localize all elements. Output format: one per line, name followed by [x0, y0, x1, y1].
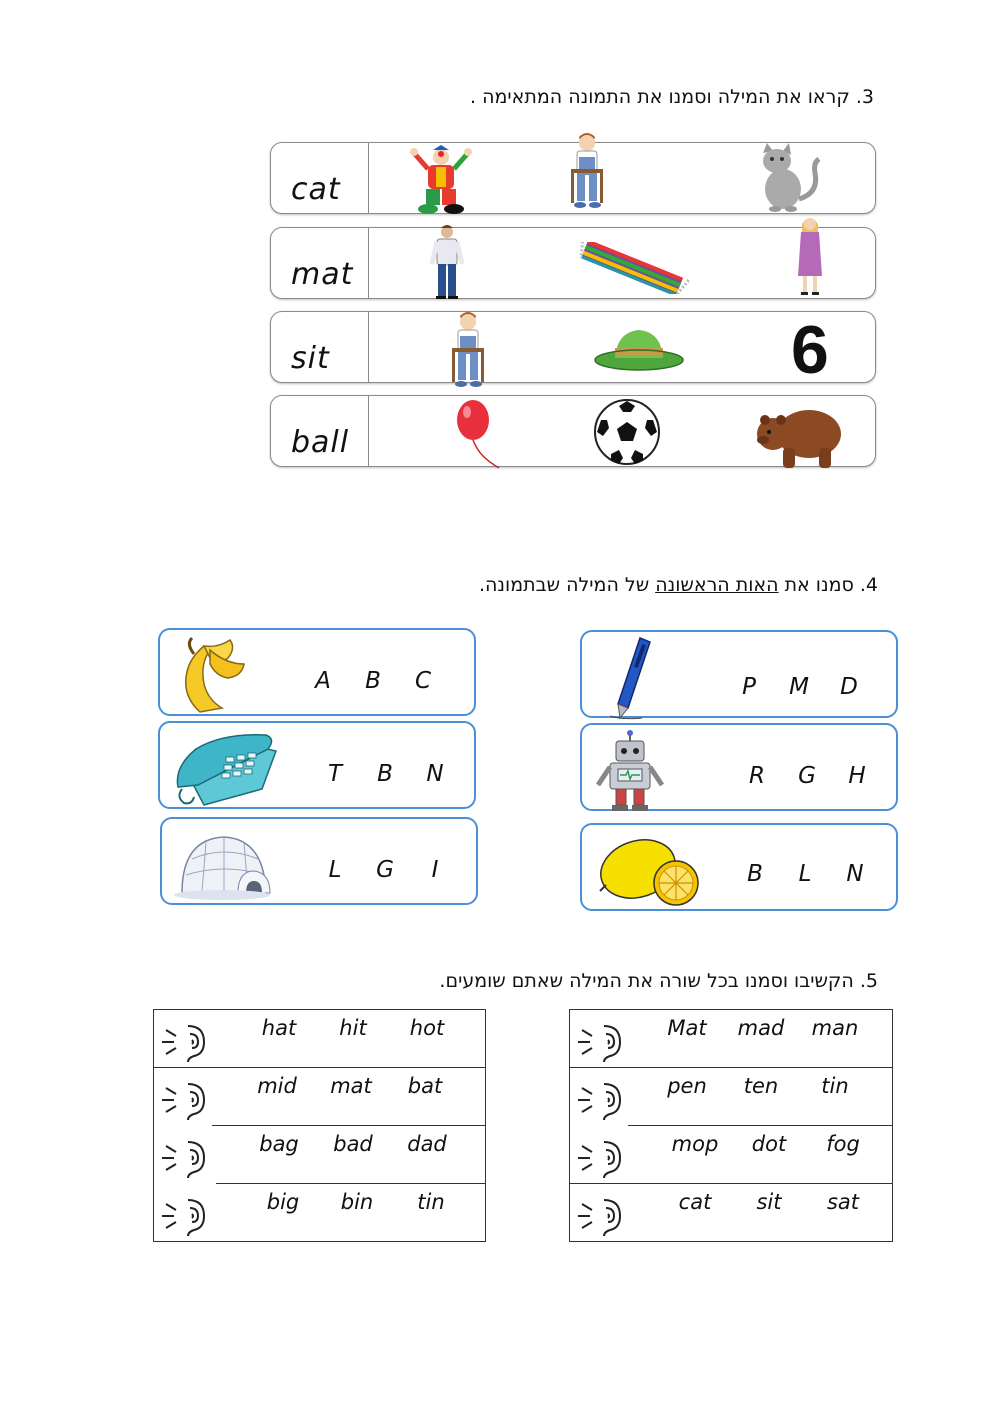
table-row: [154, 1184, 485, 1242]
ear-icon: [158, 1078, 208, 1122]
q5-words: [658, 1132, 880, 1156]
pen-icon: [602, 636, 692, 714]
q5-words: [240, 1074, 462, 1098]
letter-option[interactable]: B: [747, 861, 763, 887]
q5-heading: 5. הקשיבו וסמנו בכל שורה את המילה שאתם שומעים.: [439, 970, 878, 992]
q4-letters: [298, 668, 448, 694]
word-option[interactable]: fog: [826, 1132, 860, 1156]
q4-heading-prefix: 4. סמנו את: [778, 574, 878, 596]
lemon-icon: [592, 829, 702, 907]
ear-icon: [158, 1020, 208, 1064]
clown-icon[interactable]: [406, 145, 476, 215]
word-option[interactable]: big: [266, 1190, 300, 1214]
letter-option[interactable]: P: [742, 674, 756, 700]
word-option[interactable]: Mat: [667, 1016, 707, 1040]
word-option[interactable]: bag: [259, 1132, 299, 1156]
table-row: [570, 1126, 892, 1184]
letter-option[interactable]: N: [846, 861, 864, 887]
q4-card-robot: [580, 723, 898, 811]
igloo-icon: [172, 823, 272, 901]
q4-card-pen: [580, 630, 898, 718]
q5-words: [242, 1016, 464, 1040]
q4-heading-underlined: האות הראשונה: [655, 574, 779, 596]
q3-word-cell: [271, 396, 369, 466]
q3-word-cell: [271, 312, 369, 382]
ear-icon: [574, 1020, 624, 1064]
robot-icon: [592, 729, 682, 807]
q3-row-cat: [270, 142, 876, 214]
q4-letters: [724, 674, 874, 700]
q4-card-banana: [158, 628, 476, 716]
q3-word-cell: [271, 228, 369, 298]
q3-heading: 3. קראו את המילה וסמנו את התמונה המתאימה .: [470, 86, 874, 108]
letter-option[interactable]: I: [431, 857, 439, 883]
q3-word: mat: [291, 257, 354, 292]
q3-word: cat: [291, 172, 341, 207]
q4-letters: [310, 857, 460, 883]
letter-option[interactable]: G: [798, 763, 816, 789]
number-six[interactable]: 6: [791, 312, 829, 388]
word-option[interactable]: sat: [826, 1190, 860, 1214]
q4-letters: [730, 861, 880, 887]
letter-option[interactable]: D: [840, 674, 858, 700]
q3-word-cell: [271, 143, 369, 213]
telephone-icon: [170, 727, 280, 805]
word-option[interactable]: bat: [407, 1074, 443, 1098]
q3-row-mat: [270, 227, 876, 299]
q4-letters: [732, 763, 882, 789]
q5-left-table: [153, 1009, 486, 1242]
letter-option[interactable]: T: [327, 761, 343, 787]
ear-icon: [574, 1136, 624, 1180]
q4-card-telephone: [158, 721, 476, 809]
ear-icon: [158, 1194, 208, 1238]
table-row: [570, 1184, 892, 1242]
word-option[interactable]: bin: [340, 1190, 374, 1214]
word-option[interactable]: mop: [671, 1132, 719, 1156]
letter-option[interactable]: L: [328, 857, 342, 883]
word-option[interactable]: cat: [678, 1190, 712, 1214]
letter-option[interactable]: L: [798, 861, 812, 887]
hat-icon[interactable]: [593, 324, 685, 374]
letter-option[interactable]: H: [848, 763, 866, 789]
banana-icon: [170, 634, 260, 712]
ear-icon: [574, 1194, 624, 1238]
q4-letters: [310, 761, 460, 787]
letter-option[interactable]: N: [426, 761, 444, 787]
q5-words: [650, 1016, 872, 1040]
table-row: [154, 1010, 485, 1068]
word-option[interactable]: bad: [333, 1132, 373, 1156]
q3-row-ball: [270, 395, 876, 467]
soccer-ball-icon[interactable]: [593, 398, 661, 466]
woman-icon[interactable]: [795, 214, 825, 298]
letter-option[interactable]: G: [376, 857, 394, 883]
letter-option[interactable]: A: [315, 668, 331, 694]
table-row: [570, 1068, 892, 1126]
word-option[interactable]: pen: [667, 1074, 707, 1098]
q5-right-table: [569, 1009, 893, 1242]
cat-icon[interactable]: [757, 143, 823, 213]
word-option[interactable]: dad: [407, 1132, 447, 1156]
table-row: [154, 1126, 485, 1184]
q5-words: [246, 1190, 468, 1214]
q4-card-igloo: [160, 817, 478, 905]
word-option[interactable]: hot: [409, 1016, 445, 1040]
letter-option[interactable]: R: [749, 763, 765, 789]
word-option[interactable]: mad: [737, 1016, 785, 1040]
q3-word: ball: [291, 425, 350, 460]
q4-heading: [479, 574, 878, 596]
mat-rug-icon[interactable]: [573, 242, 691, 294]
word-option[interactable]: ten: [743, 1074, 779, 1098]
word-option[interactable]: hit: [339, 1016, 367, 1040]
letter-option[interactable]: M: [789, 674, 809, 700]
q3-row-sit: [270, 311, 876, 388]
letter-option[interactable]: C: [414, 668, 432, 694]
man-icon[interactable]: [429, 224, 465, 300]
q4-card-lemon: [580, 823, 898, 911]
letter-option[interactable]: B: [377, 761, 393, 787]
word-option[interactable]: tin: [821, 1074, 849, 1098]
ear-icon: [158, 1136, 208, 1180]
q5-words: [242, 1132, 464, 1156]
q4-heading-suffix: של המילה שבתמונה.: [478, 574, 656, 596]
word-option[interactable]: hat: [261, 1016, 297, 1040]
table-row: [154, 1068, 485, 1126]
q5-words: [650, 1074, 872, 1098]
table-row: [570, 1010, 892, 1068]
bear-icon[interactable]: [753, 398, 845, 470]
word-option[interactable]: tin: [417, 1190, 445, 1214]
q3-word: sit: [291, 341, 330, 376]
word-option[interactable]: mat: [330, 1074, 372, 1098]
word-option[interactable]: mid: [257, 1074, 297, 1098]
boy-sitting-icon[interactable]: [565, 129, 609, 213]
word-option[interactable]: dot: [751, 1132, 787, 1156]
ear-icon: [574, 1078, 624, 1122]
balloon-icon[interactable]: [453, 398, 503, 470]
word-option[interactable]: man: [811, 1016, 859, 1040]
q5-words: [658, 1190, 880, 1214]
letter-option[interactable]: B: [365, 668, 381, 694]
boy-sitting-icon[interactable]: [446, 308, 490, 390]
word-option[interactable]: sit: [756, 1190, 782, 1214]
